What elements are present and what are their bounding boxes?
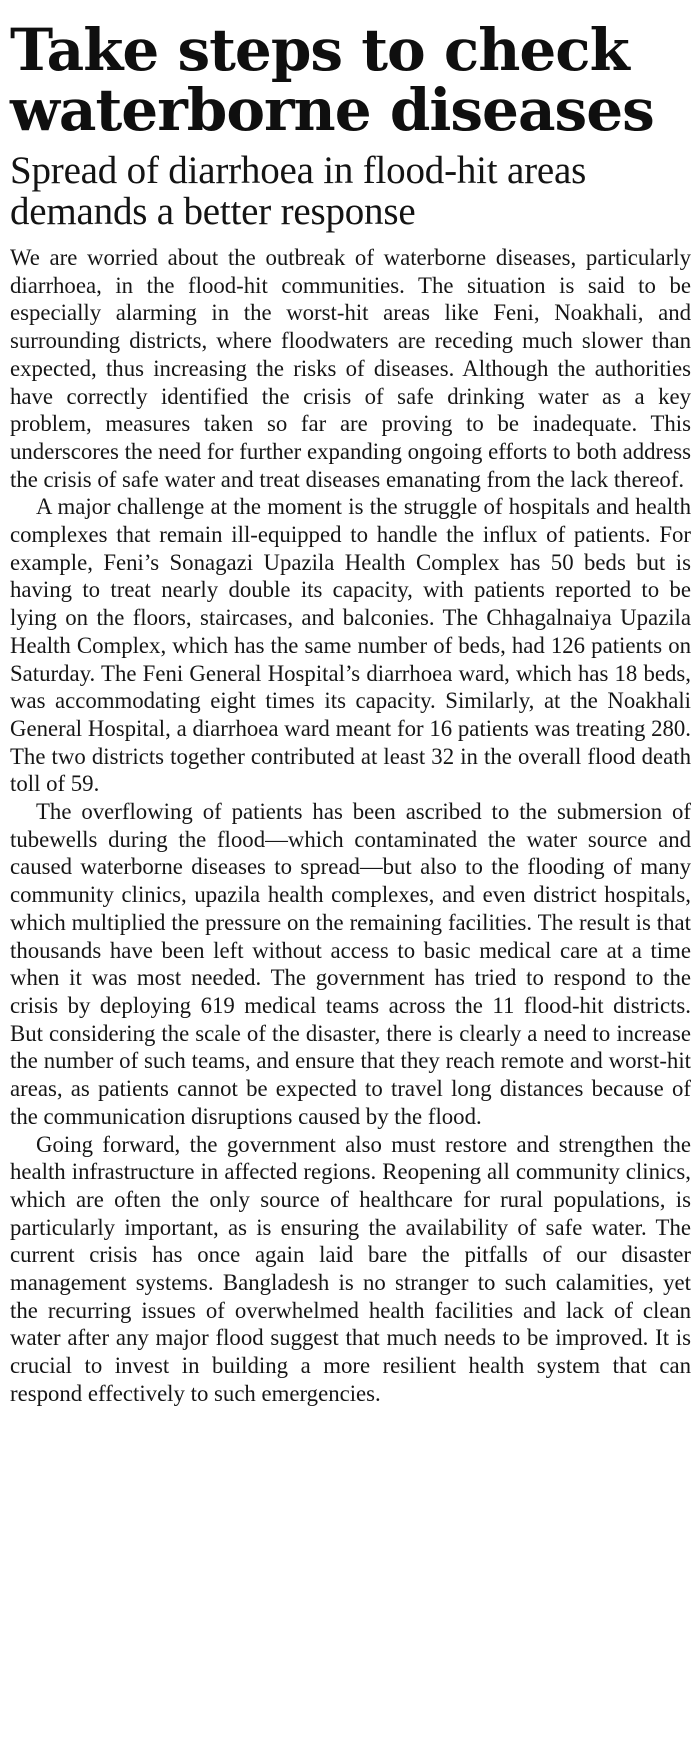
article-paragraph-2: A major challenge at the moment is the struggle of hospitals and health complexes that remain ill-equipped to handle the influx of patients. For example, Feni’s Sonagazi Upazila Health Complex has 50 beds but is having to treat nearly double its capacity, with patients reported to be lying on the floors, staircases, and balconies. The Chhagalnaiya Upazila Health Complex, which has the same number of beds, had 126 patients on Saturday. The Feni General Hospital’s diarrhoea ward, which has 18 beds, was accommodating eight times its capacity. Similarly, at the Noakhali General Hospital, a diarrhoea ward meant for 16 patients was treating 280. The two districts together contributed at least 32 in the overall flood death toll of 59.	[10, 494, 691, 797]
article-headline: Take steps to check waterborne diseases	[10, 16, 654, 144]
article-paragraph-4: Going forward, the government also must restore and strengthen the health infrastructure in affected regions. Reopening all community clinics, which are often the only source of healthcare for rural populations, is particularly important, as is ensuring the availability of safe water. The current crisis has once again laid bare the pitfalls of our disaster management systems. Bangladesh is no stranger to such calamities, yet the recurring issues of overwhelmed health facilities and lack of clean water after any major flood suggest that much needs to be improved. It is crucial to invest in building a more resilient health system that can respond effectively to such emergencies.	[10, 1131, 691, 1406]
article-subheadline: Spread of diarrhoea in flood-hit areas demands a better response	[10, 149, 587, 233]
article-paragraph-1: We are worried about the outbreak of waterborne diseases, particularly diarrhoea, in the flood-hit communities. The situation is said to be especially alarming in the worst-hit areas like Feni, Noakhali, and surrounding districts, where floodwaters are receding much slower than expected, thus increasing the risks of diseases. Although the authorities have correctly identified the crisis of safe drinking water as a key problem, measures taken so far are proving to be inadequate. This underscores the need for further expanding ongoing efforts to both address the crisis of safe water and treat diseases emanating from the lack thereof.	[10, 245, 691, 492]
article-body	[10, 244, 691, 1408]
article-paragraph-3: The overflowing of patients has been ascribed to the submersion of tubewells during the flood—which contaminated the water source and caused waterborne diseases to spread—but also to the flooding of many community clinics, upazila health complexes, and even district hospitals, which multiplied the pressure on the remaining facilities. The result is that thousands have been left without access to basic medical care at a time when it was most needed. The government has tried to respond to the crisis by deploying 619 medical teams across the 11 flood-hit districts. But considering the scale of the disaster, there is clearly a need to increase the number of such teams, and ensure that they reach remote and worst-hit areas, as patients cannot be expected to travel long distances because of the communication disruptions caused by the flood.	[10, 799, 691, 1129]
